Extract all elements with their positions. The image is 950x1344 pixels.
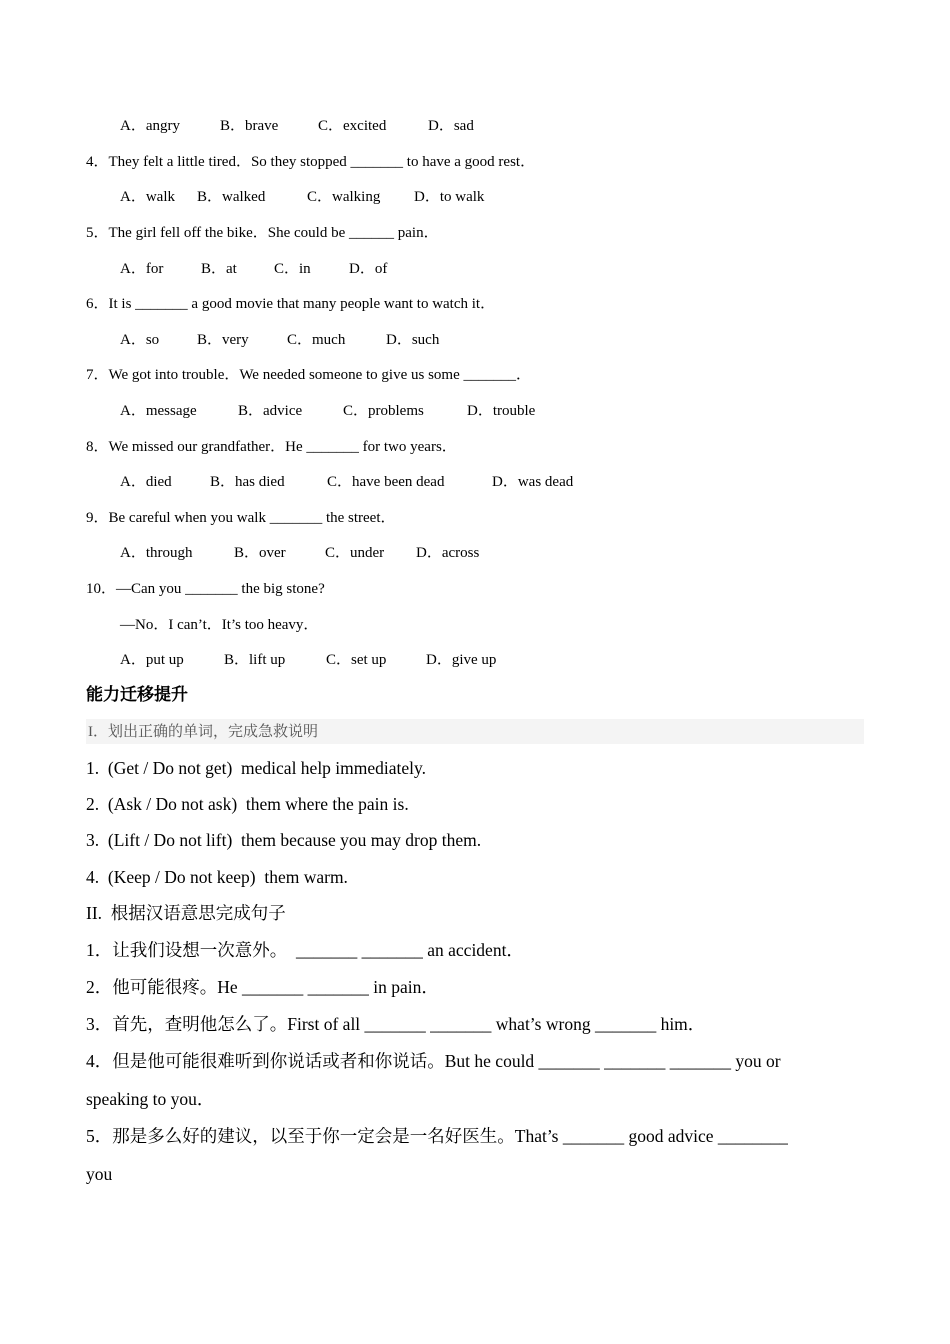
option: C．have been dead xyxy=(327,474,445,490)
option: C．in xyxy=(274,261,311,277)
option: B．over xyxy=(234,545,286,561)
question-9: 9．Be careful when you walk _______ the street． xyxy=(86,510,396,526)
option: D．to walk xyxy=(414,189,485,205)
part2-item-5-cont: you xyxy=(86,1164,113,1184)
part2-item-1: 1．让我们设想一次意外。 _______ _______ an accident． xyxy=(86,940,524,960)
option: D．such xyxy=(386,332,440,348)
option: D．give up xyxy=(426,652,497,668)
question-8: 8．We missed our grandfather．He _______ for two years． xyxy=(86,439,457,455)
option: A．walk xyxy=(120,189,175,205)
part1-item-3: 3. (Lift / Do not lift) them because you may drop them. xyxy=(86,830,482,850)
option: D．trouble xyxy=(467,403,536,419)
part2-item-3: 3．首先，查明他怎么了。First of all _______ _______ what’s wrong _______ him． xyxy=(86,1014,706,1034)
question-10-reply: —No．I can’t．It’s too heavy． xyxy=(120,617,319,633)
question-5: 5．The girl fell off the bike．She could be ______ pain． xyxy=(86,225,439,241)
option: D．of xyxy=(349,261,388,277)
option: B．has died xyxy=(210,474,285,490)
option: B．walked xyxy=(197,189,266,205)
option: C．under xyxy=(325,545,385,561)
option: A．for xyxy=(120,261,164,277)
option: C．problems xyxy=(343,403,424,419)
option: C．set up xyxy=(326,652,387,668)
option: D．was dead xyxy=(492,474,574,490)
option: A．message xyxy=(120,403,197,419)
option: B．brave xyxy=(220,118,279,134)
option: B．advice xyxy=(238,403,303,419)
option: C．walking xyxy=(307,189,381,205)
part1-title: I．划出正确的单词，完成急救说明 xyxy=(88,724,318,740)
option: A．through xyxy=(120,545,193,561)
part2-item-2: 2．他可能很疼。He _______ _______ in pain． xyxy=(86,977,439,997)
option: A．so xyxy=(120,332,160,348)
option: B．at xyxy=(201,261,237,277)
question-4: 4．They felt a little tired．So they stopped _______ to have a good rest． xyxy=(86,154,536,170)
option: B．very xyxy=(197,332,249,348)
part2-item-5: 5．那是多么好的建议，以至于你一定会是一名好医生。That’s _______ good advice ________ xyxy=(86,1126,788,1146)
option: A．died xyxy=(120,474,172,490)
question-7: 7．We got into trouble．We needed someone to give us some _______． xyxy=(86,367,532,383)
part1-item-4: 4. (Keep / Do not keep) them warm. xyxy=(86,867,348,887)
part2-item-4-cont: speaking to you． xyxy=(86,1089,215,1109)
option: B．lift up xyxy=(224,652,286,668)
part2-item-4: 4．但是他可能很难听到你说话或者和你说话。But he could _______ _______ _______ you or xyxy=(86,1051,781,1071)
part1-item-1: 1. (Get / Do not get) medical help immediately. xyxy=(86,758,427,778)
part1-item-2: 2. (Ask / Do not ask) them where the pain is. xyxy=(86,794,409,814)
option: D．sad xyxy=(428,118,474,134)
option: C．excited xyxy=(318,118,387,134)
option: A．put up xyxy=(120,652,184,668)
option: A．angry xyxy=(120,118,180,134)
option: C．much xyxy=(287,332,346,348)
option: D．across xyxy=(416,545,480,561)
question-10: 10．—Can you _______ the big stone? xyxy=(86,581,325,597)
section-title: 能力迁移提升 xyxy=(86,685,188,705)
question-6: 6．It is _______ a good movie that many people want to watch it． xyxy=(86,296,496,312)
part2-title: II. 根据汉语意思完成句子 xyxy=(86,903,286,923)
